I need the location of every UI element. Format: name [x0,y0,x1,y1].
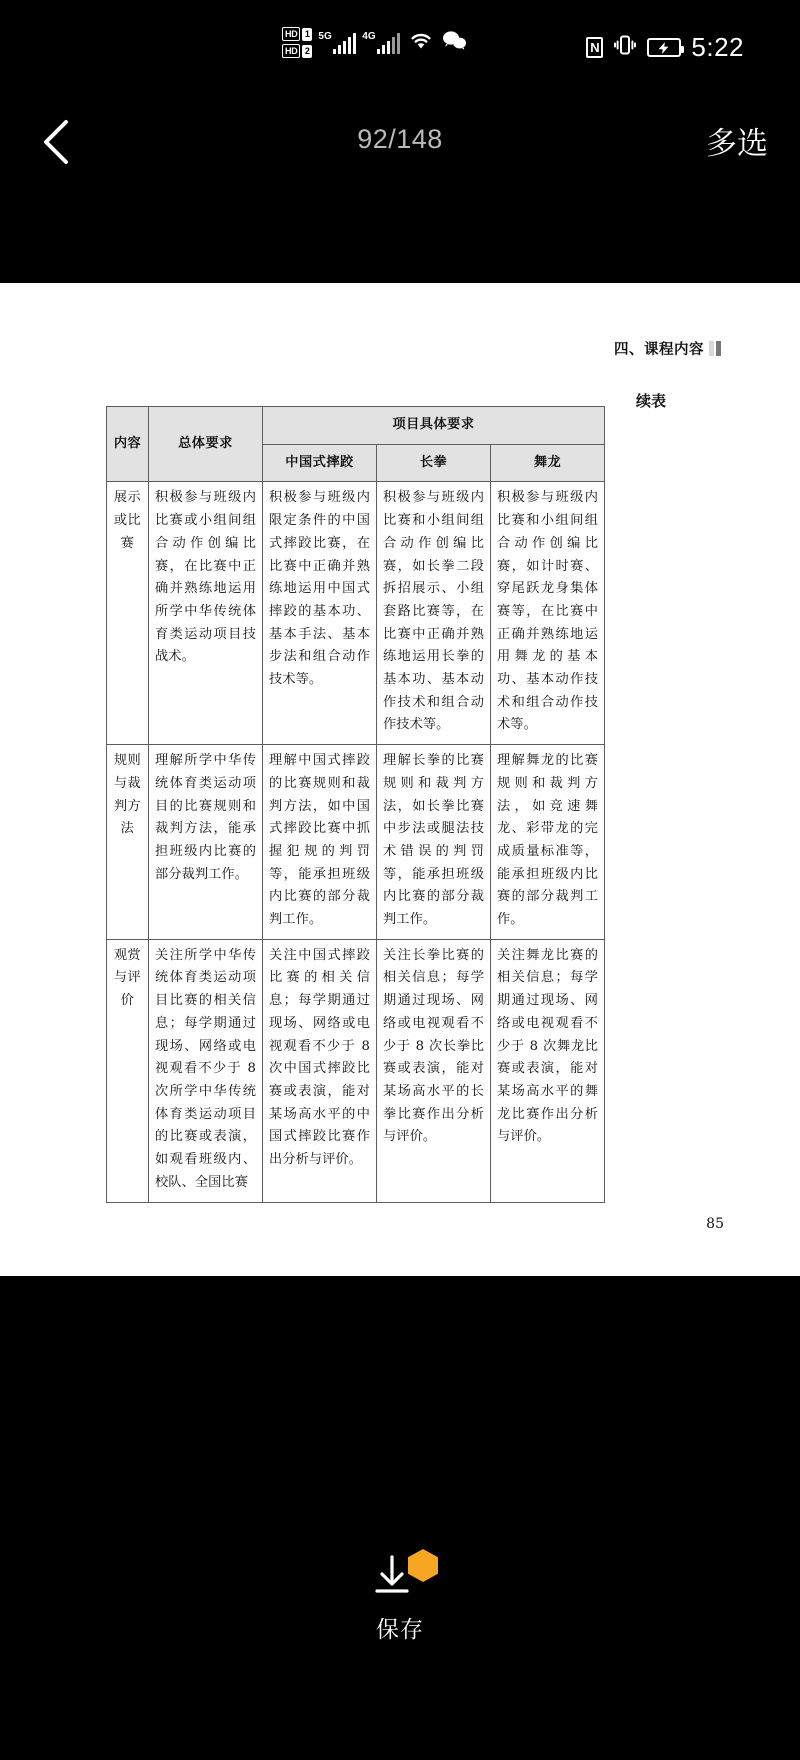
multiselect-button[interactable]: 多选 [706,126,768,161]
wechat-icon [441,29,467,56]
col-header-wrestling: 中国式摔跤 [263,444,377,482]
row-label-rules: 规则与裁判方法 [107,745,149,940]
running-header-text: 四、课程内容 [614,341,704,358]
row-label-appreciation: 观赏与评价 [107,939,149,1202]
navigation-header [0,92,800,192]
sim2-number: 2 [302,45,312,58]
save-button-label: 保存 [376,1616,424,1642]
cell-overall-rules: 理解所学中华传统体育类运动项目的比赛规则和裁判方法，能承担班级内比赛的部分裁判工作。 [149,745,263,940]
wifi-icon [408,29,434,56]
document-page-number: 85 [706,1216,724,1232]
curriculum-table [106,406,605,1203]
volte-hd2-icon: HD [282,44,300,58]
download-icon [370,1553,414,1602]
sim1-number: 1 [302,28,312,41]
nfc-icon [586,37,603,58]
clock-time: 5:22 [691,32,744,62]
volte-hd1-icon: HD [282,27,300,41]
cell-dragon-appreciation: 关注舞龙比赛的相关信息；每学期通过现场、网络或电视观看不少于 8 次舞龙比赛或表演，能对某场高水平的舞龙比赛作出分析与评价。 [491,939,605,1202]
volte-indicators [282,27,312,58]
save-icon-group [362,1551,438,1597]
cell-changquan-rules: 理解长拳的比赛规则和裁判方法，如长拳比赛中步法或腿法技术错误的判罚等，能承担班级内比赛的部分裁判工作。 [377,745,491,940]
status-bar [0,0,800,92]
vibrate-icon [613,33,637,62]
signal-4g-icon [362,32,400,54]
running-header [614,338,721,359]
status-bar-right-icons [586,32,744,63]
network-type-4g-label: 4G [362,30,376,42]
col-header-content: 内容 [107,407,149,482]
signal-bars-2 [377,34,401,54]
col-header-overall: 总体要求 [149,407,263,482]
cell-dragon-rules: 理解舞龙的比赛规则和裁判方法，如竞速舞龙、彩带龙的完成质量标准等，能承担班级内比赛的部分裁判工作。 [491,745,605,940]
signal-5g-icon [318,32,356,54]
cell-wrestling-rules: 理解中国式摔跤的比赛规则和裁判方法，如中国式摔跤比赛中抓握犯规的判罚等，能承担班级内比赛的部分裁判工作。 [263,745,377,940]
table-row [107,745,605,940]
cell-dragon-demonstration: 积极参与班级内比赛和小组间组合动作创编比赛，如计时赛、穿尾跃龙身集体赛等，在比赛中正确并熟练地运用舞龙的基本功、基本动作技术和组合动作技术等。 [491,482,605,745]
cell-wrestling-appreciation: 关注中国式摔跤比赛的相关信息；每学期通过现场、网络或电视观看不少于 8 次中国式摔跤比赛或表演，能对某场高水平的中国式摔跤比赛作出分析与评价。 [263,939,377,1202]
signal-bars-1 [333,34,357,54]
document-page[interactable] [0,283,800,1276]
status-bar-left-icons [282,27,467,58]
col-header-group: 项目具体要求 [263,407,605,445]
col-header-dragon-dance: 舞龙 [491,444,605,482]
table-row [107,482,605,745]
cell-changquan-appreciation: 关注长拳比赛的相关信息；每学期通过现场、网络或电视观看不少于 8 次长拳比赛或表演，能对某场高水平的长拳比赛作出分析与评价。 [377,939,491,1202]
table-header-row-1 [107,407,605,445]
network-type-5g-label: 5G [318,30,332,42]
battery-charging-icon [647,38,681,57]
volte-sim2 [282,44,312,58]
cell-overall-appreciation: 关注所学中华传统体育类运动项目比赛的相关信息；每学期通过现场、网络或电视观看不少于 8 次所学中华传统体育类运动项目的比赛或表演，如观看班级内、校队、全国比赛 [149,939,263,1202]
col-header-changquan: 长拳 [377,444,491,482]
row-label-demonstration: 展示或比赛 [107,482,149,745]
bottom-toolbar [0,1276,800,1760]
continued-table-label: 续表 [635,392,666,410]
page-counter: 92/148 [357,124,443,154]
volte-sim1 [282,27,312,41]
save-button[interactable] [0,1551,800,1644]
running-header-bars-icon [709,341,721,356]
table-row [107,939,605,1202]
cell-wrestling-demonstration: 积极参与班级内限定条件的中国式摔跤比赛，在比赛中正确并熟练地运用中国式摔跤的基本功、基本手法、基本步法和组合动作技术等。 [263,482,377,745]
cell-changquan-demonstration: 积极参与班级内比赛和小组间组合动作创编比赛，如长拳二段拆招展示、小组套路比赛等，在比赛中正确并熟练地运用长拳的基本功、基本动作技术和组合动作技术等。 [377,482,491,745]
cell-overall-demonstration: 积极参与班级内比赛或小组间组合动作创编比赛，在比赛中正确并熟练地运用所学中华传统体育类运动项目技战术。 [149,482,263,745]
